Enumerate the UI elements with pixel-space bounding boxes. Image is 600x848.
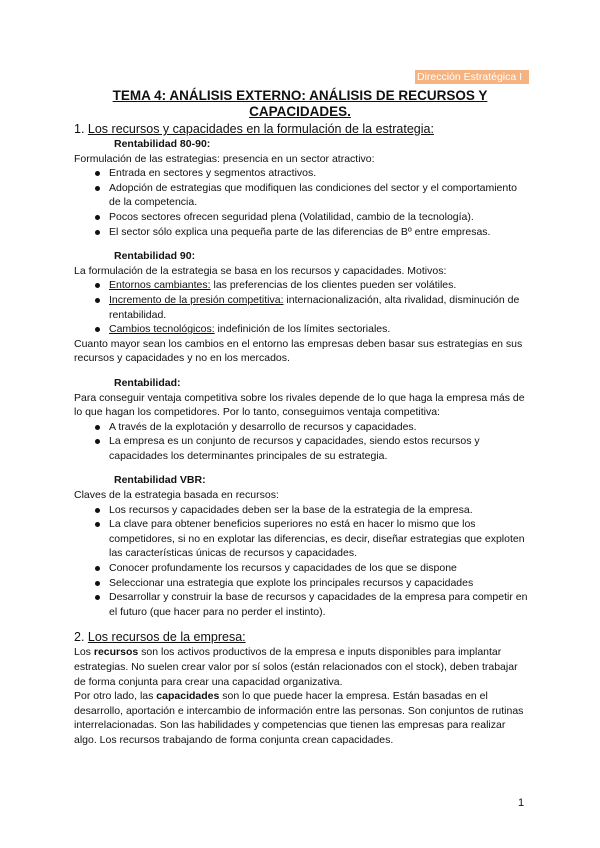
- text-run: Por otro lado, las: [74, 690, 157, 703]
- list-item-term: Incremento de la presión competitiva:: [109, 293, 284, 306]
- subsection-vbr-title: Rentabilidad VBR:: [114, 474, 206, 487]
- text-run: son los activos productivos de la empresa e inputs disponibles para implantar estrategias. No suelen crear valor por sí solos (están relacionados con el stock), deben trabajar de forma conjunta para crear una capacidad organizativa.: [74, 646, 518, 688]
- list-item: Seleccionar una estrategia que explote los principales recursos y capacidades: [109, 576, 530, 591]
- subsection-80-90-title: Rentabilidad 80-90:: [114, 138, 211, 150]
- list-item: [109, 278, 530, 293]
- subsection-rentabilidad-intro: Para conseguir ventaja competitiva sobre los rivales depende de lo que haga la empresa más de lo que hagan los competidores. Por lo tanto, conseguimos ventaja competitiva:: [74, 391, 525, 419]
- subsection-80-90-intro: Formulación de las estrategias: presencia en un sector atractivo:: [74, 152, 375, 165]
- list-item: La clave para obtener beneficios superiores no está en hacer lo mismo que los competidores, si no en explotar las diferencias, es decir, diseñar estrategias que exploten las características únicas de recursos y capacidades.: [109, 517, 530, 561]
- list-item: Adopción de estrategias que modifiquen las condiciones del sector y el comportamiento de la competencia.: [109, 181, 530, 210]
- list-item: [109, 322, 530, 337]
- section-2-heading: [74, 629, 530, 645]
- subsection-90-intro: La formulación de la estrategia se basa en los recursos y capacidades. Motivos:: [74, 264, 447, 277]
- page-number: 1: [518, 797, 525, 809]
- section-2-paragraph-recursos: [74, 645, 530, 689]
- term-recursos: recursos: [93, 646, 139, 659]
- section-2-title: Los recursos de la empresa:: [87, 630, 246, 645]
- subsection-vbr-intro: Claves de la estrategia basada en recursos:: [74, 489, 279, 502]
- text-run: son lo que puede hacer la empresa. Están basadas en el desarrollo, aportación e intercambio de información entre las personas. Son conjuntos de rutinas interrelacionadas. Son las habilidades y competencias que tienen las empresas para realizar algo. Los recursos trabajando de forma conjunta crean capacidades.: [74, 690, 524, 746]
- list-item-text: internacionalización, alta rivalidad, disminución de rentabilidad.: [109, 293, 520, 321]
- section-2-paragraph-capacidades: [74, 689, 530, 747]
- subsection-90-closing: Cuanto mayor sean los cambios en el entorno las empresas deben basar sus estrategias en sus recursos y capacidades y no en los mercados.: [74, 337, 523, 365]
- section-1-heading: [74, 121, 530, 137]
- section-2-number: 2.: [74, 630, 88, 645]
- subsection-90-title: Rentabilidad 90:: [114, 250, 196, 263]
- list-item: [109, 293, 530, 322]
- list-item: Entrada en sectores y segmentos atractivos.: [109, 166, 530, 181]
- list-item: La empresa es un conjunto de recursos y capacidades, siendo estos recursos y capacidades los determinantes principales de su estrategia.: [109, 434, 530, 463]
- list-item-term: Cambios tecnológicos:: [109, 323, 215, 336]
- list-item: Los recursos y capacidades deben ser la base de la estrategia de la empresa.: [109, 503, 530, 518]
- term-capacidades: capacidades: [156, 690, 220, 703]
- section-1-number: 1.: [74, 122, 88, 136]
- list-item-text: las preferencias de los clientes pueden ser volátiles.: [210, 279, 457, 292]
- text-run: Los: [74, 646, 94, 659]
- list-item-text: indefinición de los límites sectoriales.: [214, 323, 391, 336]
- list-item: El sector sólo explica una pequeña parte de las diferencias de Bº entre empresas.: [109, 225, 530, 240]
- course-tag: Dirección Estratégica I: [415, 70, 529, 84]
- document-body: [74, 121, 530, 748]
- section-1-title: Los recursos y capacidades en la formulación de la estrategia:: [87, 122, 434, 136]
- list-item: Pocos sectores ofrecen seguridad plena (Volatilidad, cambio de la tecnología).: [109, 210, 530, 225]
- document-title: TEMA 4: ANÁLISIS EXTERNO: ANÁLISIS DE RECURSOS Y CAPACIDADES.: [112, 88, 488, 119]
- list-item-term: Entornos cambiantes:: [109, 279, 211, 292]
- list-item: Desarrollar y construir la base de recursos y capacidades de la empresa para competir en el futuro (que hacer para no perder el instinto).: [109, 590, 530, 619]
- subsection-80-90-list: [74, 166, 530, 239]
- list-item: Conocer profundamente los recursos y capacidades de los que se dispone: [109, 561, 530, 576]
- subsection-90-list: [74, 278, 530, 336]
- subsection-rentabilidad-title: Rentabilidad:: [114, 376, 181, 389]
- subsection-vbr-list: [74, 503, 530, 620]
- list-item: A través de la explotación y desarrollo de recursos y capacidades.: [109, 420, 530, 435]
- subsection-rentabilidad-list: [74, 420, 530, 464]
